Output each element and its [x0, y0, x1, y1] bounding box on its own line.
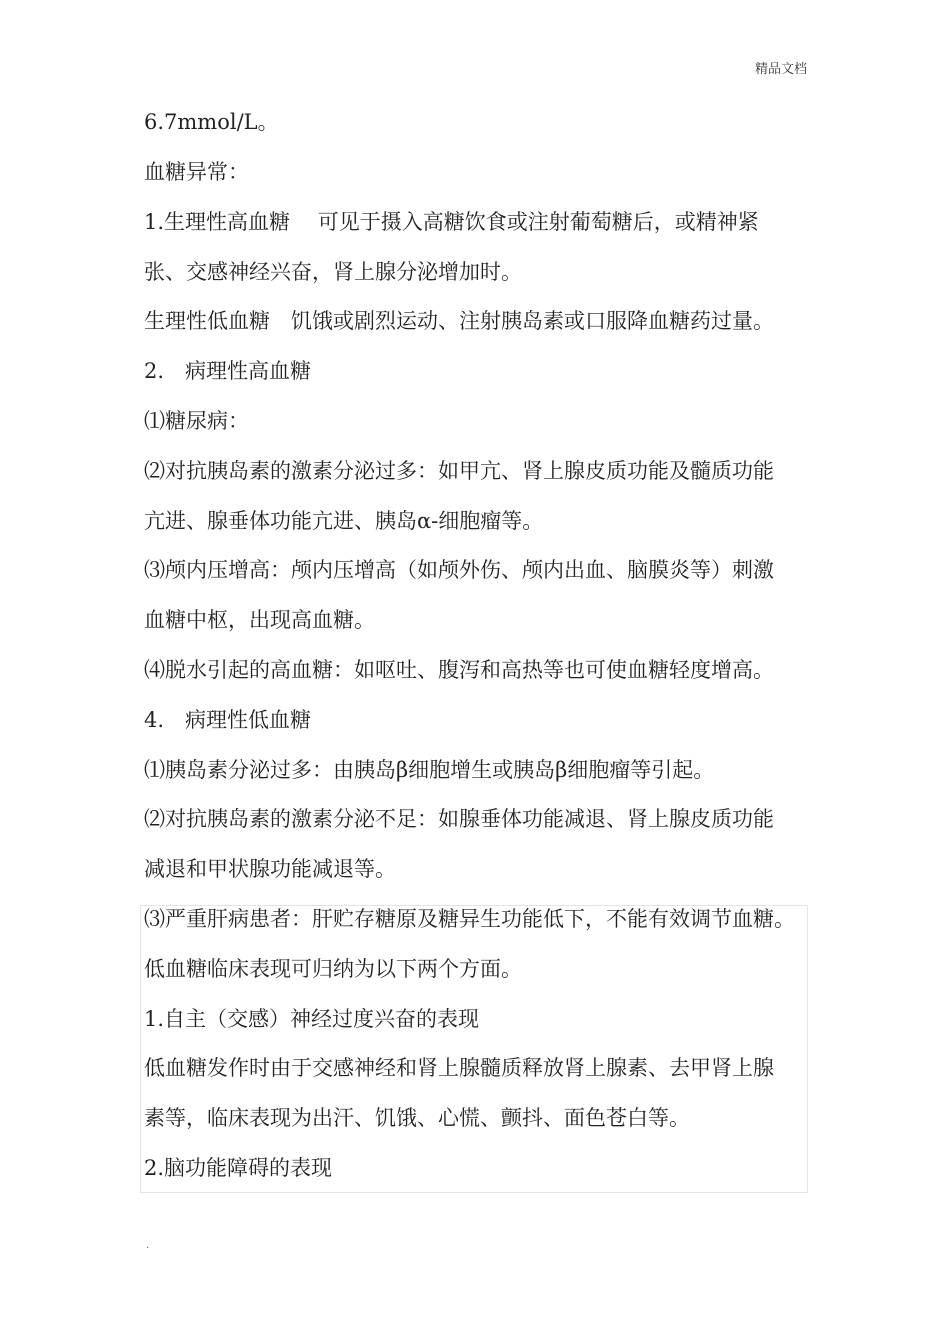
text-line: 张、交感神经兴奋，肾上腺分泌增加时。 — [144, 260, 522, 284]
text-line: 素等，临床表现为出汗、饥饿、心慌、颤抖、面色苍白等。 — [144, 1106, 690, 1130]
text-line: 低血糖临床表现可归纳为以下两个方面。 — [144, 957, 522, 981]
text-line: ⑴胰岛素分泌过多：由胰岛β细胞增生或胰岛β细胞瘤等引起。 — [144, 758, 715, 782]
section-heading: 血糖异常： — [144, 160, 249, 184]
text-line: 减退和甲状腺功能减退等。 — [144, 857, 396, 881]
section-heading: 2. 病理性高血糖 — [144, 359, 312, 383]
section-heading: 2.脑功能障碍的表现 — [144, 1156, 333, 1180]
section-heading: 1.自主（交感）神经过度兴奋的表现 — [144, 1007, 480, 1031]
text-line: 低血糖发作时由于交感神经和肾上腺髓质释放肾上腺素、去甲肾上腺 — [144, 1056, 774, 1080]
text-line: 生理性低血糖 饥饿或剧烈运动、注射胰岛素或口服降血糖药过量。 — [144, 309, 774, 333]
text-line: 1.生理性高血糖 可见于摄入高糖饮食或注射葡萄糖后，或精神紧 — [144, 210, 759, 234]
content-frame — [140, 905, 808, 1193]
section-heading: 4. 病理性低血糖 — [144, 708, 312, 732]
text-line: ⑶严重肝病患者：肝贮存糖原及糖异生功能低下，不能有效调节血糖。 — [144, 907, 795, 931]
text-line: ⑵对抗胰岛素的激素分泌过多：如甲亢、肾上腺皮质功能及髓质功能 — [144, 459, 774, 483]
text-line: ⑵对抗胰岛素的激素分泌不足：如腺垂体功能减退、肾上腺皮质功能 — [144, 807, 774, 831]
text-line: 6.7mmol/L。 — [144, 110, 279, 134]
text-line: ⑶颅内压增高：颅内压增高（如颅外伤、颅内出血、脑膜炎等）刺激 — [144, 558, 774, 582]
text-line: 血糖中枢，出现高血糖。 — [144, 608, 375, 632]
text-line: ⑴糖尿病： — [144, 409, 249, 433]
text-line: 亢进、腺垂体功能亢进、胰岛α-细胞瘤等。 — [144, 509, 544, 533]
footer-mark: . — [146, 1240, 150, 1251]
page-header-watermark: 精品文档 — [754, 62, 807, 77]
text-line: ⑷脱水引起的高血糖：如呕吐、腹泻和高热等也可使血糖轻度增高。 — [144, 658, 774, 682]
